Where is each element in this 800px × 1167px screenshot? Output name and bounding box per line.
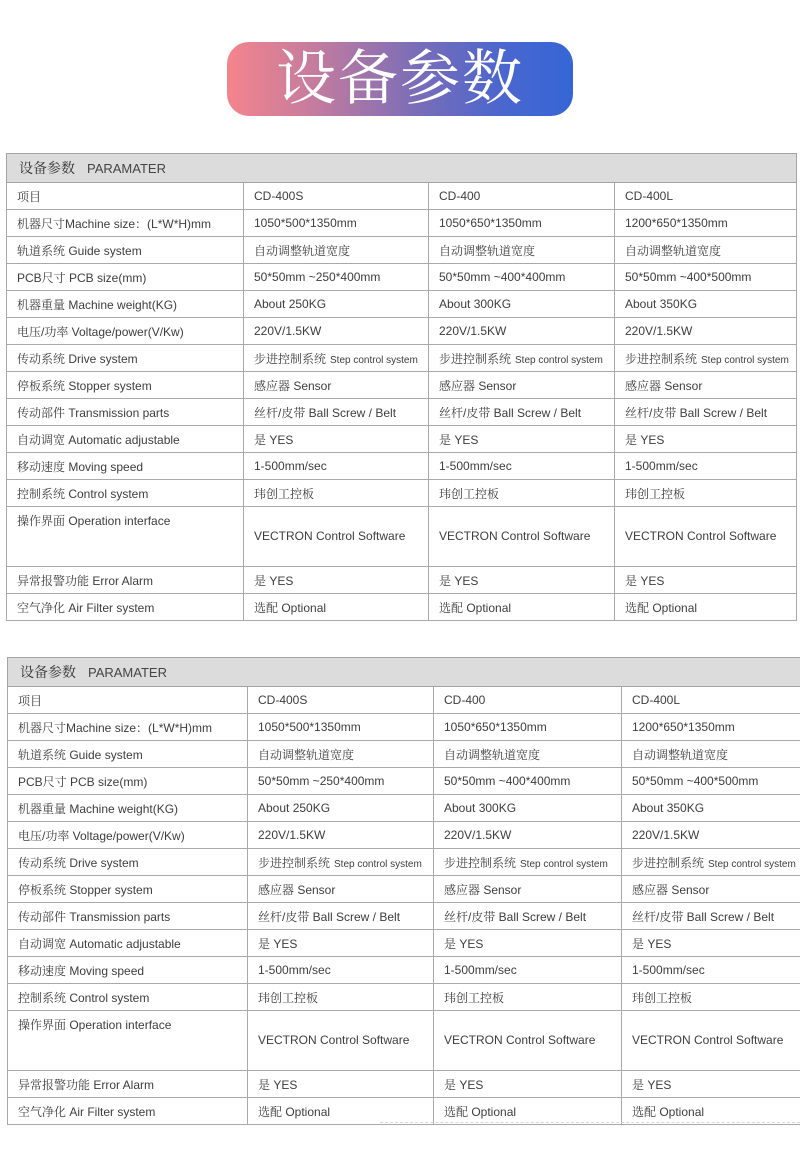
row-value xyxy=(622,1071,800,1098)
row-label: 电压/功率 Voltage/power(V/Kw) xyxy=(8,822,248,849)
value-text: 步进控制系统 xyxy=(444,855,517,870)
value-text: 是 YES xyxy=(439,432,479,447)
row-value xyxy=(429,264,615,291)
row-label: 自动调宽 Automatic adjustable xyxy=(7,426,244,453)
row-value xyxy=(429,453,615,480)
value-text: 50*50mm ~400*400mm xyxy=(439,270,566,284)
value-text: 是 YES xyxy=(625,432,665,447)
value-text: About 300KG xyxy=(439,297,512,311)
table-row xyxy=(8,849,800,876)
value-text: About 350KG xyxy=(625,297,698,311)
row-value xyxy=(615,480,797,507)
value-text: VECTRON Control Software xyxy=(632,1033,784,1047)
row-value xyxy=(429,318,615,345)
spec-table-2 xyxy=(7,657,800,1125)
header-cn: 设备参数 xyxy=(19,160,75,176)
value-text: 玮创工控板 xyxy=(625,486,686,501)
row-value xyxy=(429,237,615,264)
value-text: 1050*500*1350mm xyxy=(254,216,357,230)
value-text: 1-500mm/sec xyxy=(254,459,327,473)
row-value xyxy=(434,1098,622,1125)
value-text: 1050*650*1350mm xyxy=(439,216,542,230)
value-text: 是 YES xyxy=(444,1077,484,1092)
value-text: 玮创工控板 xyxy=(632,990,693,1005)
value-text: About 250KG xyxy=(258,801,331,815)
column-label: 项目 xyxy=(7,183,244,210)
value-text: 选配 Optional xyxy=(625,600,698,615)
row-value xyxy=(615,372,797,399)
row-label: 传动部件 Transmission parts xyxy=(8,903,248,930)
table-row xyxy=(8,930,800,957)
row-label: 自动调宽 Automatic adjustable xyxy=(8,930,248,957)
value-text: 玮创工控板 xyxy=(439,486,500,501)
table-row xyxy=(7,291,797,318)
row-value xyxy=(434,741,622,768)
banner-title: 设备参数 xyxy=(276,44,524,114)
row-label: 异常报警功能 Error Alarm xyxy=(7,567,244,594)
row-label: 控制系统 Control system xyxy=(8,984,248,1011)
value-text: 1050*500*1350mm xyxy=(258,720,361,734)
row-label: 传动系统 Drive system xyxy=(7,345,244,372)
table-row xyxy=(8,1011,800,1071)
row-label: PCB尺寸 PCB size(mm) xyxy=(7,264,244,291)
value-text: 丝杆/皮带 Ball Screw / Belt xyxy=(632,909,775,924)
value-text: 是 YES xyxy=(625,573,665,588)
value-text: 220V/1.5KW xyxy=(439,324,507,338)
row-label: 轨道系统 Guide system xyxy=(8,741,248,768)
row-value xyxy=(429,399,615,426)
row-value xyxy=(434,1011,622,1071)
row-value xyxy=(429,507,615,567)
row-value xyxy=(434,957,622,984)
row-value xyxy=(429,567,615,594)
row-value xyxy=(248,1071,434,1098)
row-value xyxy=(622,714,800,741)
table-row xyxy=(8,984,800,1011)
value-text: 自动调整轨道宽度 xyxy=(625,243,722,258)
table-row xyxy=(7,453,797,480)
column-label: 项目 xyxy=(8,687,248,714)
row-value xyxy=(615,426,797,453)
table-row xyxy=(7,345,797,372)
row-value xyxy=(622,849,800,876)
model-name: CD-400L xyxy=(615,183,797,210)
value-text: 步进控制系统 xyxy=(254,351,327,366)
value-text: VECTRON Control Software xyxy=(444,1033,596,1047)
model-name: CD-400 xyxy=(429,183,615,210)
value-subtext: Step control system xyxy=(515,354,603,366)
row-value xyxy=(429,210,615,237)
row-label: 电压/功率 Voltage/power(V/Kw) xyxy=(7,318,244,345)
row-value xyxy=(434,903,622,930)
header-en: PARAMATER xyxy=(87,161,166,176)
table-row xyxy=(7,210,797,237)
value-text: 丝杆/皮带 Ball Screw / Belt xyxy=(254,405,397,420)
row-label: 控制系统 Control system xyxy=(7,480,244,507)
table-row xyxy=(8,1098,800,1125)
table-row xyxy=(8,741,800,768)
value-text: 步进控制系统 xyxy=(625,351,698,366)
row-value xyxy=(434,822,622,849)
row-value xyxy=(248,768,434,795)
value-text: 丝杆/皮带 Ball Screw / Belt xyxy=(444,909,587,924)
value-text: 220V/1.5KW xyxy=(258,828,326,842)
model-name: CD-400L xyxy=(622,687,800,714)
row-value xyxy=(615,594,797,621)
row-label: 轨道系统 Guide system xyxy=(7,237,244,264)
value-text: 感应器 Sensor xyxy=(632,882,710,897)
value-text: 50*50mm ~250*400mm xyxy=(258,774,385,788)
header-cn: 设备参数 xyxy=(20,664,76,680)
value-text: 丝杆/皮带 Ball Screw / Belt xyxy=(625,405,768,420)
table-header-row xyxy=(7,154,797,183)
table-row xyxy=(8,957,800,984)
value-text: 自动调整轨道宽度 xyxy=(254,243,351,258)
value-text: About 300KG xyxy=(444,801,517,815)
value-text: 1200*650*1350mm xyxy=(632,720,735,734)
row-value xyxy=(244,372,429,399)
model-name: CD-400 xyxy=(434,687,622,714)
value-text: About 250KG xyxy=(254,297,327,311)
row-value xyxy=(248,741,434,768)
value-text: VECTRON Control Software xyxy=(254,529,406,543)
row-value xyxy=(248,1011,434,1071)
row-label: 机器尺寸Machine size：(L*W*H)mm xyxy=(8,714,248,741)
table-row xyxy=(8,795,800,822)
row-value xyxy=(622,741,800,768)
header-en: PARAMATER xyxy=(88,665,167,680)
model-row xyxy=(7,183,797,210)
row-label: 操作界面 Operation interface xyxy=(8,1011,248,1071)
value-text: 步进控制系统 xyxy=(439,351,512,366)
table-header xyxy=(7,154,797,183)
title-banner xyxy=(227,42,573,116)
row-value xyxy=(244,237,429,264)
model-name: CD-400S xyxy=(244,183,429,210)
value-text: 选配 Optional xyxy=(444,1104,517,1119)
table-row xyxy=(8,714,800,741)
value-text: 1-500mm/sec xyxy=(258,963,331,977)
row-value xyxy=(429,372,615,399)
row-label: 空气净化 Air Filter system xyxy=(7,594,244,621)
row-value xyxy=(434,984,622,1011)
row-value xyxy=(244,345,429,372)
row-value xyxy=(622,876,800,903)
value-text: 自动调整轨道宽度 xyxy=(439,243,536,258)
value-text: 丝杆/皮带 Ball Screw / Belt xyxy=(258,909,401,924)
value-text: VECTRON Control Software xyxy=(625,529,777,543)
value-text: 是 YES xyxy=(439,573,479,588)
row-value xyxy=(244,318,429,345)
value-text: 选配 Optional xyxy=(439,600,512,615)
value-text: 220V/1.5KW xyxy=(254,324,322,338)
value-text: 是 YES xyxy=(258,1077,298,1092)
row-value xyxy=(429,594,615,621)
value-text: 感应器 Sensor xyxy=(258,882,336,897)
row-value xyxy=(434,1071,622,1098)
value-text: 感应器 Sensor xyxy=(625,378,703,393)
row-value xyxy=(622,795,800,822)
value-text: 感应器 Sensor xyxy=(439,378,517,393)
table-row xyxy=(7,237,797,264)
row-value xyxy=(248,795,434,822)
row-label: 空气净化 Air Filter system xyxy=(8,1098,248,1125)
row-value xyxy=(434,714,622,741)
row-value xyxy=(244,399,429,426)
table-header xyxy=(8,658,800,687)
table-row xyxy=(8,768,800,795)
row-value xyxy=(248,903,434,930)
table-row xyxy=(8,822,800,849)
table-row xyxy=(7,567,797,594)
row-value xyxy=(622,822,800,849)
divider xyxy=(380,1122,800,1125)
row-value xyxy=(429,291,615,318)
value-text: 自动调整轨道宽度 xyxy=(258,747,355,762)
row-label: 移动速度 Moving speed xyxy=(8,957,248,984)
row-value xyxy=(622,984,800,1011)
value-text: 是 YES xyxy=(254,432,294,447)
row-value xyxy=(434,876,622,903)
row-value xyxy=(244,210,429,237)
table-row xyxy=(7,426,797,453)
value-text: 220V/1.5KW xyxy=(625,324,693,338)
row-value xyxy=(248,876,434,903)
row-value xyxy=(615,264,797,291)
row-value xyxy=(622,768,800,795)
row-value xyxy=(244,507,429,567)
row-value xyxy=(615,345,797,372)
row-value xyxy=(244,264,429,291)
row-value xyxy=(248,984,434,1011)
row-label: 机器尺寸Machine size：(L*W*H)mm xyxy=(7,210,244,237)
row-value xyxy=(615,453,797,480)
value-text: 1200*650*1350mm xyxy=(625,216,728,230)
row-value xyxy=(244,594,429,621)
value-text: 选配 Optional xyxy=(254,600,327,615)
row-label: 停板系统 Stopper system xyxy=(8,876,248,903)
value-text: 自动调整轨道宽度 xyxy=(632,747,729,762)
row-label: 异常报警功能 Error Alarm xyxy=(8,1071,248,1098)
row-value xyxy=(248,714,434,741)
model-row xyxy=(8,687,800,714)
value-text: 是 YES xyxy=(632,936,672,951)
value-subtext: Step control system xyxy=(334,858,422,870)
row-value xyxy=(615,507,797,567)
value-text: 是 YES xyxy=(254,573,294,588)
value-text: 1-500mm/sec xyxy=(625,459,698,473)
row-value xyxy=(248,822,434,849)
row-value xyxy=(434,795,622,822)
row-value xyxy=(244,291,429,318)
row-label: 操作界面 Operation interface xyxy=(7,507,244,567)
table-row xyxy=(8,1071,800,1098)
value-subtext: Step control system xyxy=(330,354,418,366)
value-subtext: Step control system xyxy=(708,858,796,870)
value-subtext: Step control system xyxy=(520,858,608,870)
table-row xyxy=(7,264,797,291)
value-text: 步进控制系统 xyxy=(258,855,331,870)
row-value xyxy=(615,237,797,264)
row-value xyxy=(244,426,429,453)
row-label: PCB尺寸 PCB size(mm) xyxy=(8,768,248,795)
value-text: 1-500mm/sec xyxy=(632,963,705,977)
value-text: 自动调整轨道宽度 xyxy=(444,747,541,762)
value-text: 1-500mm/sec xyxy=(439,459,512,473)
value-text: 是 YES xyxy=(258,936,298,951)
table-header-row xyxy=(8,658,800,687)
row-value xyxy=(248,849,434,876)
table-row xyxy=(7,399,797,426)
row-value xyxy=(248,957,434,984)
row-value xyxy=(622,1011,800,1071)
value-subtext: Step control system xyxy=(701,354,789,366)
value-text: 1-500mm/sec xyxy=(444,963,517,977)
row-value xyxy=(244,453,429,480)
value-text: 玮创工控板 xyxy=(444,990,505,1005)
model-name: CD-400S xyxy=(248,687,434,714)
spec-table-1 xyxy=(6,153,797,621)
row-value xyxy=(615,567,797,594)
row-value xyxy=(434,849,622,876)
row-value xyxy=(244,480,429,507)
row-label: 传动系统 Drive system xyxy=(8,849,248,876)
row-value xyxy=(615,399,797,426)
row-value xyxy=(615,291,797,318)
value-text: 50*50mm ~250*400mm xyxy=(254,270,381,284)
value-text: 220V/1.5KW xyxy=(632,828,700,842)
row-label: 停板系统 Stopper system xyxy=(7,372,244,399)
value-text: 玮创工控板 xyxy=(254,486,315,501)
row-value xyxy=(615,318,797,345)
value-text: About 350KG xyxy=(632,801,705,815)
row-value xyxy=(622,930,800,957)
value-text: 220V/1.5KW xyxy=(444,828,512,842)
value-text: 是 YES xyxy=(444,936,484,951)
value-text: 选配 Optional xyxy=(632,1104,705,1119)
table-row xyxy=(8,876,800,903)
table-row xyxy=(7,480,797,507)
row-value xyxy=(429,345,615,372)
value-text: VECTRON Control Software xyxy=(258,1033,410,1047)
row-value xyxy=(248,930,434,957)
row-value xyxy=(615,210,797,237)
value-text: 感应器 Sensor xyxy=(254,378,332,393)
value-text: 1050*650*1350mm xyxy=(444,720,547,734)
value-text: 感应器 Sensor xyxy=(444,882,522,897)
value-text: 玮创工控板 xyxy=(258,990,319,1005)
value-text: 选配 Optional xyxy=(258,1104,331,1119)
value-text: 50*50mm ~400*500mm xyxy=(625,270,752,284)
row-label: 传动部件 Transmission parts xyxy=(7,399,244,426)
value-text: 50*50mm ~400*400mm xyxy=(444,774,571,788)
table-row xyxy=(7,507,797,567)
row-value xyxy=(434,768,622,795)
row-value xyxy=(434,930,622,957)
value-text: 步进控制系统 xyxy=(632,855,705,870)
row-value xyxy=(622,957,800,984)
value-text: 50*50mm ~400*500mm xyxy=(632,774,759,788)
row-value xyxy=(244,567,429,594)
table-row xyxy=(7,372,797,399)
row-label: 移动速度 Moving speed xyxy=(7,453,244,480)
table-row xyxy=(8,903,800,930)
row-value xyxy=(248,1098,434,1125)
row-value xyxy=(429,426,615,453)
value-text: VECTRON Control Software xyxy=(439,529,591,543)
table-row xyxy=(7,594,797,621)
row-label: 机器重量 Machine weight(KG) xyxy=(7,291,244,318)
row-label: 机器重量 Machine weight(KG) xyxy=(8,795,248,822)
row-value xyxy=(429,480,615,507)
value-text: 丝杆/皮带 Ball Screw / Belt xyxy=(439,405,582,420)
value-text: 是 YES xyxy=(632,1077,672,1092)
row-value xyxy=(622,1098,800,1125)
table-row xyxy=(7,318,797,345)
row-value xyxy=(622,903,800,930)
